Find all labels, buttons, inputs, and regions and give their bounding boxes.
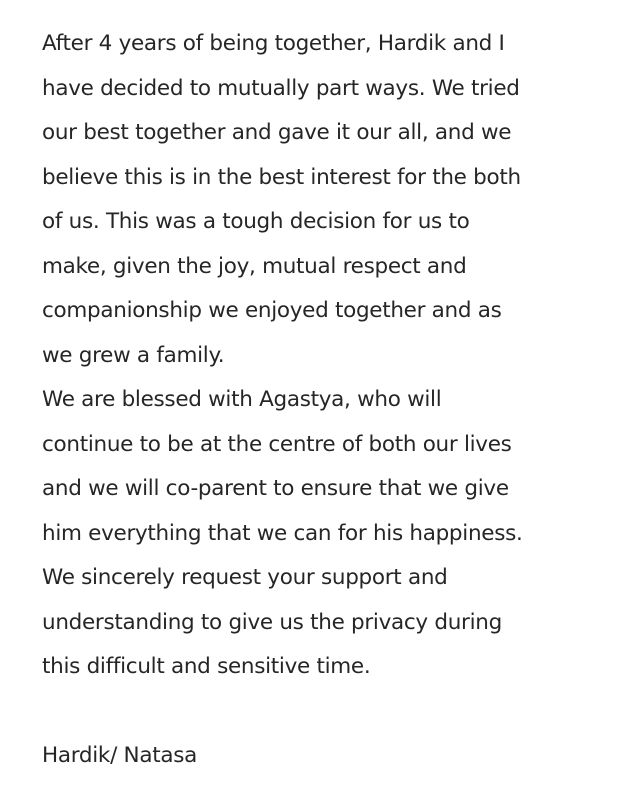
note-line: believe this is in the best interest for the both	[42, 164, 521, 190]
note-line: make, given the joy, mutual respect and	[42, 253, 467, 279]
note-line: have decided to mutually part ways. We tried	[42, 75, 520, 101]
note-line: him everything that we can for his happiness.	[42, 520, 523, 546]
note-line: After 4 years of being together, Hardik and I	[42, 31, 505, 56]
note-line: We sincerely request your support and	[42, 565, 448, 590]
note-line: We are blessed with Agastya, who will	[42, 387, 442, 412]
note-body	[42, 22, 622, 779]
note-line: this difficult and sensitive time.	[42, 654, 371, 679]
note-line: we grew a family.	[42, 342, 225, 368]
note-line: companionship we enjoyed together and as	[42, 298, 502, 323]
note-line: and we will co-parent to ensure that we give	[42, 476, 509, 501]
signature: Hardik/ Natasa	[42, 743, 197, 768]
note-line: continue to be at the centre of both our lives	[42, 431, 512, 457]
note-line: understanding to give us the privacy during	[42, 609, 502, 635]
blank-line	[42, 690, 622, 735]
note-line: of us. This was a tough decision for us to	[42, 209, 470, 234]
note-line: our best together and gave it our all, and we	[42, 120, 512, 145]
